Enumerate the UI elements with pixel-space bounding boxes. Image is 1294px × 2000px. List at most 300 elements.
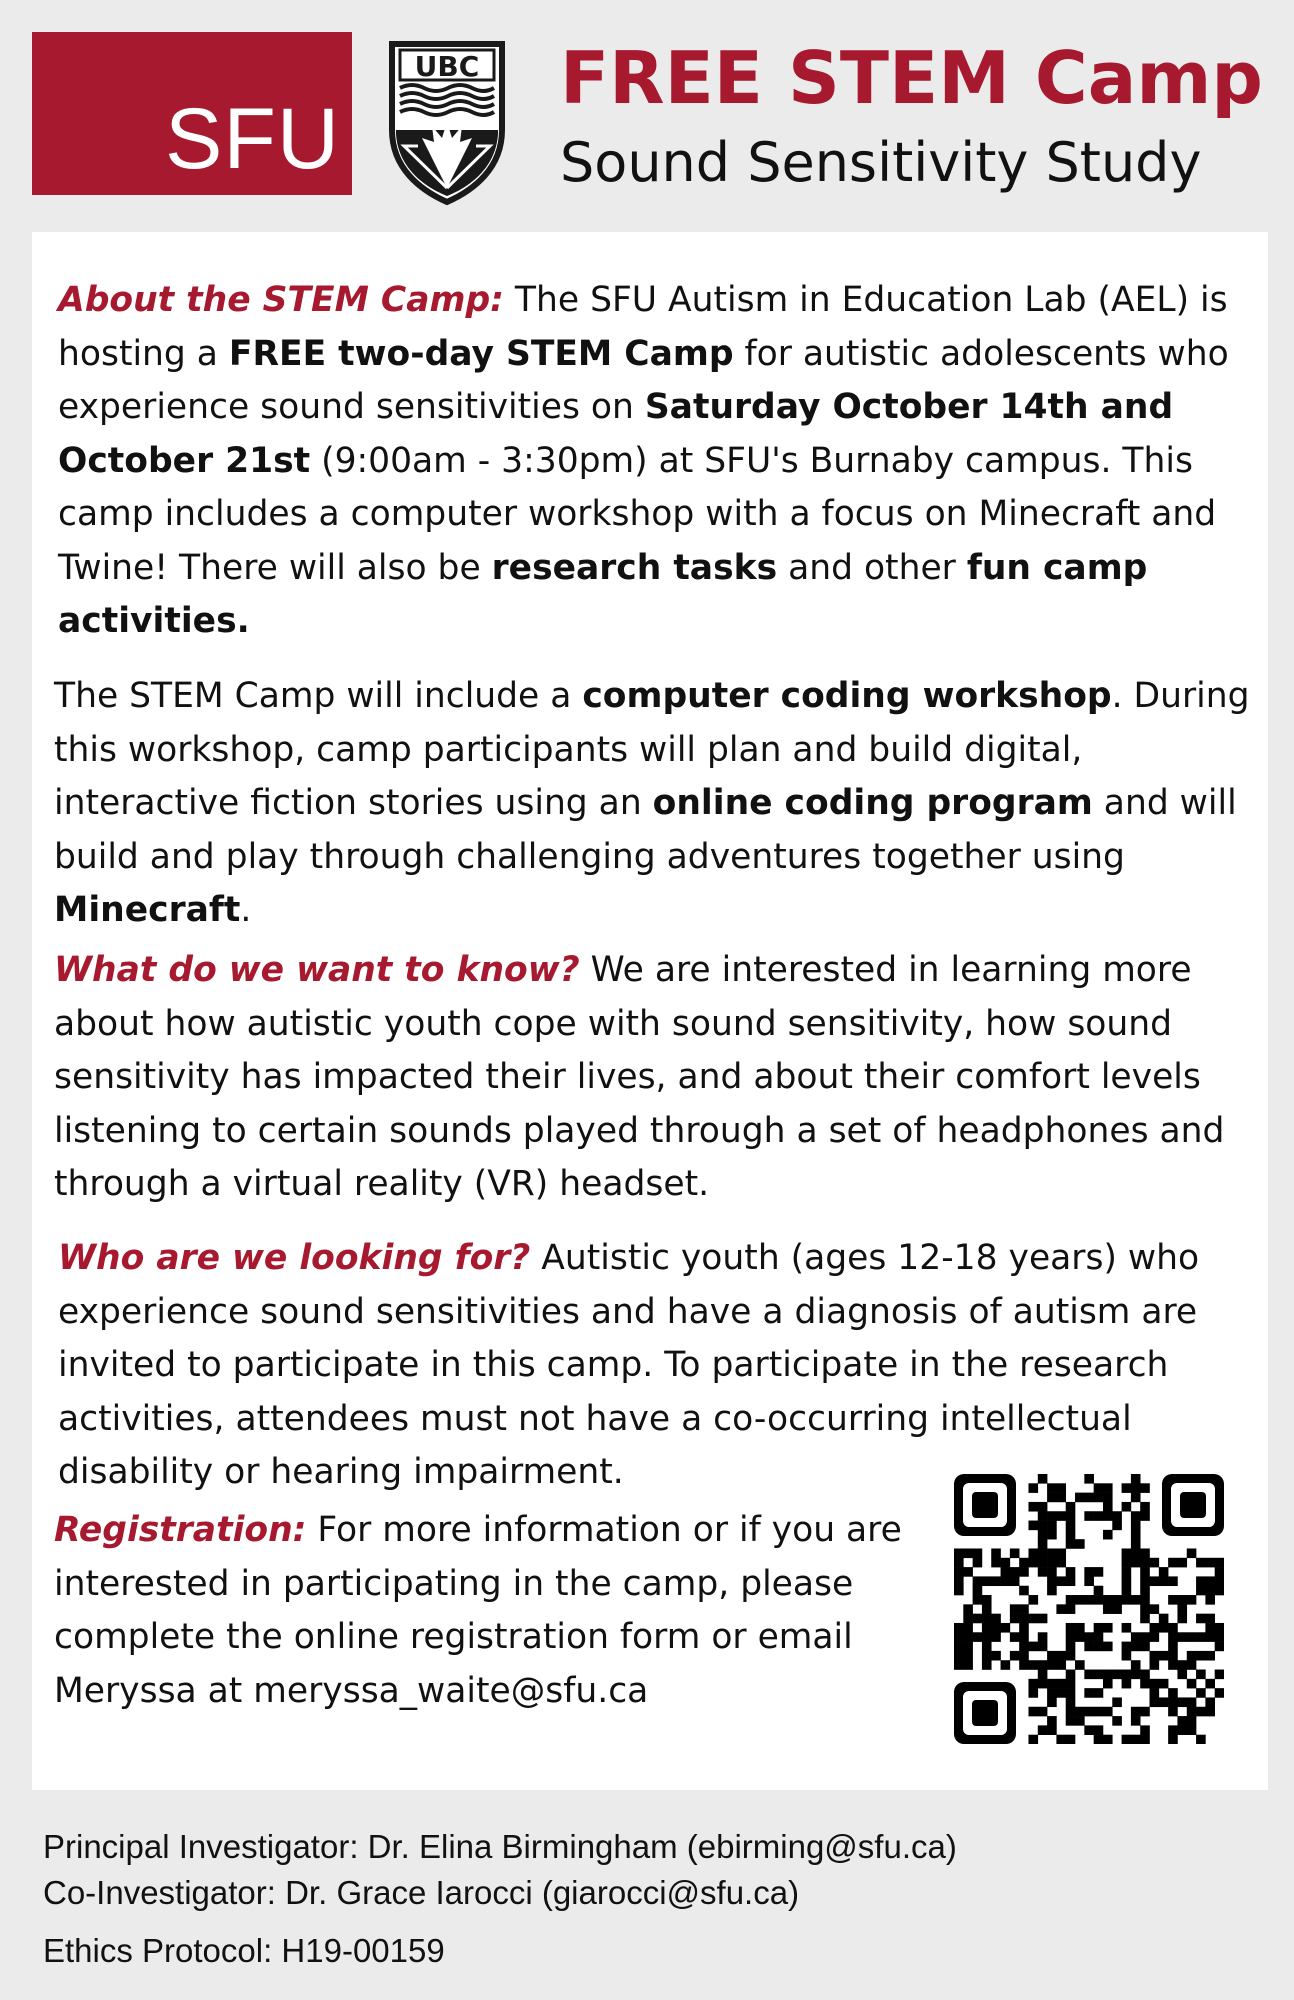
qr-module <box>1066 1735 1076 1744</box>
qr-module <box>1094 1707 1104 1717</box>
qr-module <box>1168 1735 1178 1744</box>
qr-module <box>1019 1604 1029 1614</box>
qr-module <box>1084 1493 1094 1503</box>
qr-module <box>1066 1502 1076 1512</box>
qr-module <box>1131 1493 1141 1503</box>
qr-module <box>1131 1642 1141 1652</box>
qr-module <box>1066 1716 1076 1726</box>
qr-module <box>973 1632 983 1642</box>
qr-module <box>991 1632 1001 1642</box>
workshop-section <box>54 670 1259 938</box>
qr-module <box>1122 1735 1132 1744</box>
qr-module <box>1075 1493 1085 1503</box>
qr-module <box>963 1567 973 1577</box>
qr-module <box>1205 1614 1215 1624</box>
qr-module <box>1140 1502 1150 1512</box>
qr-module <box>1122 1670 1132 1680</box>
qr-module <box>991 1623 1001 1633</box>
registration-section <box>54 1504 934 1718</box>
qr-module <box>1150 1558 1160 1568</box>
qr-module <box>1177 1660 1187 1670</box>
about-text-1: The SFU Autism in Education Lab (AEL) is hosting a <box>58 280 1228 374</box>
qr-module <box>1066 1539 1076 1549</box>
qr-module <box>954 1558 964 1568</box>
qr-module <box>1103 1670 1113 1680</box>
qr-module <box>1075 1716 1085 1726</box>
qr-module <box>1075 1632 1085 1642</box>
qr-module <box>1177 1697 1187 1707</box>
qr-module <box>1056 1548 1066 1558</box>
who-text: Autistic youth (ages 12-18 years) who experience sound sensitivities and have a diagnosis of autism are invited to participate in this camp. To participate in the research activities, attendees must not have a co-occurring intellectual disability or hearing impairment. <box>58 1238 1200 1492</box>
qr-module <box>1047 1660 1057 1670</box>
co-investigator: Co-Investigator: Dr. Grace Iarocci (giarocci@sfu.ca) <box>43 1874 800 1911</box>
qr-module <box>982 1651 992 1661</box>
qr-module <box>1177 1558 1187 1568</box>
qr-module <box>1215 1632 1224 1642</box>
qr-module <box>1122 1586 1132 1596</box>
qr-module <box>1140 1576 1150 1586</box>
registration-heading: Registration: <box>54 1510 307 1550</box>
qr-module <box>1122 1558 1132 1568</box>
qr-module <box>1140 1604 1150 1614</box>
qr-module <box>1122 1595 1132 1605</box>
qr-module <box>1103 1679 1113 1689</box>
qr-module <box>1168 1576 1178 1586</box>
about-text-4: and other <box>777 547 967 588</box>
qr-module <box>954 1548 964 1558</box>
qr-module <box>1028 1521 1038 1531</box>
qr-module <box>1038 1725 1048 1735</box>
qr-module <box>1131 1548 1141 1558</box>
qr-module <box>1140 1586 1150 1596</box>
qr-module <box>1047 1679 1057 1689</box>
workshop-text-2: . During this workshop, camp participants will plan and build digital, interactive fiction stories using an <box>54 676 1250 823</box>
qr-module <box>954 1567 964 1577</box>
qr-module <box>1047 1483 1057 1493</box>
qr-module <box>973 1614 983 1624</box>
qr-module <box>1066 1632 1076 1642</box>
qr-module <box>1001 1567 1011 1577</box>
qr-module <box>1038 1548 1048 1558</box>
qr-module <box>1038 1530 1048 1540</box>
qr-module <box>991 1558 1001 1568</box>
qr-module <box>1196 1707 1206 1717</box>
qr-module <box>1150 1679 1160 1689</box>
qr-module <box>1001 1660 1011 1670</box>
qr-module <box>1047 1567 1057 1577</box>
qr-module <box>1038 1521 1048 1531</box>
qr-module <box>1084 1474 1094 1484</box>
qr-module <box>1140 1483 1150 1493</box>
qr-module <box>991 1576 1001 1586</box>
workshop-text-1: The STEM Camp will include a <box>54 676 583 716</box>
qr-module <box>1038 1632 1048 1642</box>
qr-module <box>1010 1614 1020 1624</box>
qr-module <box>1205 1595 1215 1605</box>
qr-module <box>1001 1623 1011 1633</box>
qr-module <box>982 1604 992 1614</box>
qr-module <box>1038 1558 1048 1568</box>
qr-module <box>1019 1614 1029 1624</box>
qr-module <box>1056 1576 1066 1586</box>
qr-module <box>1047 1688 1057 1698</box>
qr-module <box>1122 1548 1132 1558</box>
qr-module <box>1140 1511 1150 1521</box>
qr-module <box>1187 1725 1197 1735</box>
qr-module <box>1075 1707 1085 1717</box>
registration-qr-code-icon[interactable] <box>954 1474 1224 1744</box>
qr-module <box>1075 1595 1085 1605</box>
qr-module <box>1140 1725 1150 1735</box>
qr-module <box>1094 1567 1104 1577</box>
qr-module <box>1094 1725 1104 1735</box>
qr-module <box>1215 1558 1224 1568</box>
qr-module <box>1001 1558 1011 1568</box>
qr-module <box>1010 1651 1020 1661</box>
qr-module <box>1122 1576 1132 1586</box>
qr-module <box>1038 1642 1048 1652</box>
qr-module <box>1084 1567 1094 1577</box>
sfu-logo <box>32 32 352 195</box>
qr-module <box>1094 1483 1104 1493</box>
qr-module <box>1168 1558 1178 1568</box>
qr-module <box>1066 1567 1076 1577</box>
qr-module <box>1103 1530 1113 1540</box>
qr-module <box>1112 1604 1122 1614</box>
qr-module <box>1150 1660 1160 1670</box>
qr-module <box>1028 1679 1038 1689</box>
qr-module <box>1019 1586 1029 1596</box>
workshop-bold-3: Minecraft <box>54 890 241 930</box>
qr-module <box>1038 1567 1048 1577</box>
qr-module <box>1177 1670 1187 1680</box>
qr-module <box>973 1548 983 1558</box>
qr-module <box>973 1576 983 1586</box>
qr-module <box>1038 1474 1048 1484</box>
qr-module <box>1140 1707 1150 1717</box>
qr-module <box>1196 1670 1206 1680</box>
qr-module <box>1066 1595 1076 1605</box>
qr-module <box>982 1632 992 1642</box>
qr-module <box>1131 1716 1141 1726</box>
page-title: FREE STEM Camp <box>560 36 1263 120</box>
qr-module <box>1177 1632 1187 1642</box>
qr-module <box>1056 1483 1066 1493</box>
qr-module <box>982 1660 992 1670</box>
qr-module <box>1094 1511 1104 1521</box>
qr-module <box>1028 1595 1038 1605</box>
qr-module <box>1122 1483 1132 1493</box>
qr-module <box>1010 1567 1020 1577</box>
page-subtitle: Sound Sensitivity Study <box>560 131 1202 194</box>
qr-module <box>1131 1539 1141 1549</box>
qr-module <box>1038 1539 1048 1549</box>
ethics-protocol: Ethics Protocol: H19-00159 <box>43 1932 445 1969</box>
qr-module <box>1205 1632 1215 1642</box>
qr-module <box>982 1595 992 1605</box>
qr-module <box>1028 1548 1038 1558</box>
qr-module <box>991 1548 1001 1558</box>
qr-module <box>1038 1707 1048 1717</box>
qr-module <box>1028 1502 1038 1512</box>
about-bold-1: FREE two-day STEM Camp <box>228 333 734 374</box>
qr-module <box>1056 1735 1066 1744</box>
qr-module <box>1196 1576 1206 1586</box>
qr-module <box>1150 1604 1160 1614</box>
qr-module <box>1140 1567 1150 1577</box>
qr-module <box>1215 1576 1224 1586</box>
qr-module <box>1196 1688 1206 1698</box>
qr-module <box>1056 1660 1066 1670</box>
qr-module <box>1028 1707 1038 1717</box>
qr-module <box>1159 1623 1169 1633</box>
qr-module <box>1122 1567 1132 1577</box>
about-text-3: (9:00am - 3:30pm) at SFU's Burnaby campus. This camp includes a computer workshop with a focus on Minecraft and Twine! There will also be <box>58 440 1217 588</box>
qr-module <box>1094 1595 1104 1605</box>
qr-module <box>1019 1651 1029 1661</box>
qr-module <box>1159 1576 1169 1586</box>
qr-module <box>1094 1642 1104 1652</box>
qr-module <box>1056 1651 1066 1661</box>
qr-module <box>1205 1623 1215 1633</box>
qr-module <box>1131 1735 1141 1744</box>
workshop-text-4: . <box>240 890 252 930</box>
qr-module <box>963 1642 973 1652</box>
qr-module <box>1150 1576 1160 1586</box>
info-card <box>32 232 1268 1790</box>
qr-module <box>1112 1521 1122 1531</box>
about-section <box>58 274 1258 649</box>
qr-module <box>982 1576 992 1586</box>
qr-module <box>963 1614 973 1624</box>
qr-module <box>1084 1670 1094 1680</box>
qr-module <box>1159 1567 1169 1577</box>
qr-module <box>1112 1716 1122 1726</box>
qr-module <box>954 1642 964 1652</box>
qr-module <box>1019 1623 1029 1633</box>
qr-module <box>1066 1642 1076 1652</box>
qr-module <box>1019 1660 1029 1670</box>
qr-module <box>1056 1511 1066 1521</box>
qr-module <box>1205 1707 1215 1717</box>
qr-module <box>1150 1632 1160 1642</box>
qr-module <box>1066 1688 1076 1698</box>
qr-module <box>1140 1632 1150 1642</box>
qr-module <box>1084 1595 1094 1605</box>
qr-module <box>1140 1670 1150 1680</box>
qr-module <box>1122 1502 1132 1512</box>
qr-module <box>1084 1642 1094 1652</box>
qr-module <box>1177 1725 1187 1735</box>
qr-module <box>1028 1614 1038 1624</box>
qr-module <box>1187 1632 1197 1642</box>
qr-module <box>1047 1716 1057 1726</box>
qr-module <box>1010 1548 1020 1558</box>
qr-module <box>1103 1511 1113 1521</box>
qr-module <box>963 1632 973 1642</box>
qr-module <box>1103 1483 1113 1493</box>
qr-module <box>954 1660 964 1670</box>
qr-module <box>1084 1576 1094 1586</box>
about-heading: About the STEM Camp: <box>58 280 504 320</box>
qr-module <box>1103 1642 1113 1652</box>
qr-module <box>1168 1651 1178 1661</box>
qr-module <box>1215 1642 1224 1652</box>
qr-module <box>1047 1651 1057 1661</box>
qr-module <box>1187 1716 1197 1726</box>
qr-module <box>1150 1697 1160 1707</box>
qr-module <box>1103 1595 1113 1605</box>
qr-module <box>1084 1632 1094 1642</box>
qr-module <box>1056 1558 1066 1568</box>
qr-module <box>1028 1688 1038 1698</box>
qr-module <box>1187 1679 1197 1689</box>
qr-module <box>1103 1623 1113 1633</box>
qr-module <box>1150 1688 1160 1698</box>
qr-module <box>1075 1623 1085 1633</box>
qr-module <box>1019 1558 1029 1568</box>
qr-module <box>1215 1688 1224 1698</box>
qr-module <box>1150 1651 1160 1661</box>
qr-module <box>1177 1604 1187 1614</box>
qr-module <box>1168 1688 1178 1698</box>
qr-module <box>973 1586 983 1596</box>
qr-module <box>1103 1707 1113 1717</box>
qr-module <box>1168 1642 1178 1652</box>
qr-module <box>973 1595 983 1605</box>
qr-module <box>1047 1511 1057 1521</box>
qr-module <box>954 1623 964 1633</box>
qr-module <box>973 1558 983 1568</box>
qr-module <box>1159 1614 1169 1624</box>
qr-module <box>1047 1586 1057 1596</box>
qr-module <box>1056 1493 1066 1503</box>
qr-module <box>1038 1660 1048 1670</box>
qr-module <box>1159 1697 1169 1707</box>
workshop-bold-1: computer coding workshop <box>582 676 1112 716</box>
qr-module <box>1010 1632 1020 1642</box>
about-bold-4: fun camp activities. <box>58 547 1148 641</box>
qr-module <box>1177 1595 1187 1605</box>
qr-module <box>1028 1558 1038 1568</box>
qr-module <box>1140 1595 1150 1605</box>
qr-module <box>1122 1623 1132 1633</box>
qr-module <box>963 1660 973 1670</box>
qr-module <box>1028 1735 1038 1744</box>
qr-module <box>1131 1521 1141 1531</box>
qr-module <box>1140 1614 1150 1624</box>
qr-module <box>1205 1697 1215 1707</box>
qr-module <box>1196 1586 1206 1596</box>
qr-module <box>1047 1697 1057 1707</box>
qr-module <box>1215 1586 1224 1596</box>
qr-module <box>991 1651 1001 1661</box>
registration-text: For more information or if you are interested in participating in the camp, please complete the online registration form or email Meryssa at meryssa_waite@sfu.ca <box>54 1510 902 1711</box>
qr-module <box>982 1642 992 1652</box>
qr-module <box>1038 1502 1048 1512</box>
qr-module <box>1038 1511 1048 1521</box>
qr-module <box>1075 1660 1085 1670</box>
qr-module <box>1019 1642 1029 1652</box>
qr-module <box>1140 1558 1150 1568</box>
qr-module <box>1047 1576 1057 1586</box>
qr-module <box>1205 1679 1215 1689</box>
qr-module <box>1103 1604 1113 1614</box>
qr-module <box>1103 1493 1113 1503</box>
qr-module <box>1159 1679 1169 1689</box>
qr-module <box>963 1623 973 1633</box>
qr-module <box>1196 1651 1206 1661</box>
want-text: We are interested in learning more about how autistic youth cope with sound sensitivity, how sound sensitivity has impacted their lives, and about their comfort levels listening to certain sounds played through a set of headphones and through a virtual reality (VR) headset. <box>54 950 1225 1204</box>
qr-module <box>1038 1614 1048 1624</box>
qr-module <box>954 1586 964 1596</box>
qr-module <box>1066 1670 1076 1680</box>
qr-module <box>1047 1530 1057 1540</box>
qr-module <box>1047 1548 1057 1558</box>
qr-module <box>1094 1586 1104 1596</box>
qr-module <box>1047 1725 1057 1735</box>
qr-module <box>1168 1623 1178 1633</box>
qr-module <box>1047 1521 1057 1531</box>
want-section <box>54 944 1259 1212</box>
qr-module <box>1205 1558 1215 1568</box>
qr-module <box>1019 1632 1029 1642</box>
principal-investigator: Principal Investigator: Dr. Elina Birmingham (ebirming@sfu.ca) <box>43 1828 957 1865</box>
qr-module <box>1122 1651 1132 1661</box>
qr-module <box>1205 1586 1215 1596</box>
qr-module <box>1094 1735 1104 1744</box>
qr-module <box>1066 1623 1076 1633</box>
qr-module <box>1084 1511 1094 1521</box>
qr-module <box>1187 1697 1197 1707</box>
qr-module <box>1140 1642 1150 1652</box>
qr-module <box>1084 1725 1094 1735</box>
qr-module <box>1112 1595 1122 1605</box>
qr-module <box>1075 1539 1085 1549</box>
qr-module <box>982 1614 992 1624</box>
qr-module <box>1168 1660 1178 1670</box>
qr-module <box>1196 1558 1206 1568</box>
qr-module <box>1094 1688 1104 1698</box>
qr-module <box>1112 1511 1122 1521</box>
qr-module <box>1066 1707 1076 1717</box>
qr-module <box>1131 1707 1141 1717</box>
qr-module <box>954 1576 964 1586</box>
qr-module <box>963 1548 973 1558</box>
qr-module <box>1187 1707 1197 1717</box>
qr-module <box>1028 1642 1038 1652</box>
qr-module <box>1112 1697 1122 1707</box>
who-heading: Who are we looking for? <box>58 1238 531 1278</box>
qr-module <box>1168 1595 1178 1605</box>
qr-module <box>1131 1632 1141 1642</box>
qr-module <box>1187 1548 1197 1558</box>
qr-module <box>1187 1651 1197 1661</box>
about-text-2: for autistic adolescents who experience sound sensitivities on <box>58 333 1229 427</box>
qr-module <box>1159 1651 1169 1661</box>
qr-module <box>1066 1679 1076 1689</box>
qr-module <box>1094 1493 1104 1503</box>
qr-module <box>1066 1576 1076 1586</box>
about-bold-2: Saturday October 14th and October 21st <box>58 387 1174 481</box>
qr-module <box>1001 1576 1011 1586</box>
qr-module <box>1103 1502 1113 1512</box>
qr-module <box>1112 1670 1122 1680</box>
qr-module <box>1140 1735 1150 1744</box>
qr-module <box>1215 1623 1224 1633</box>
who-section <box>58 1232 1258 1500</box>
qr-module <box>1122 1642 1132 1652</box>
